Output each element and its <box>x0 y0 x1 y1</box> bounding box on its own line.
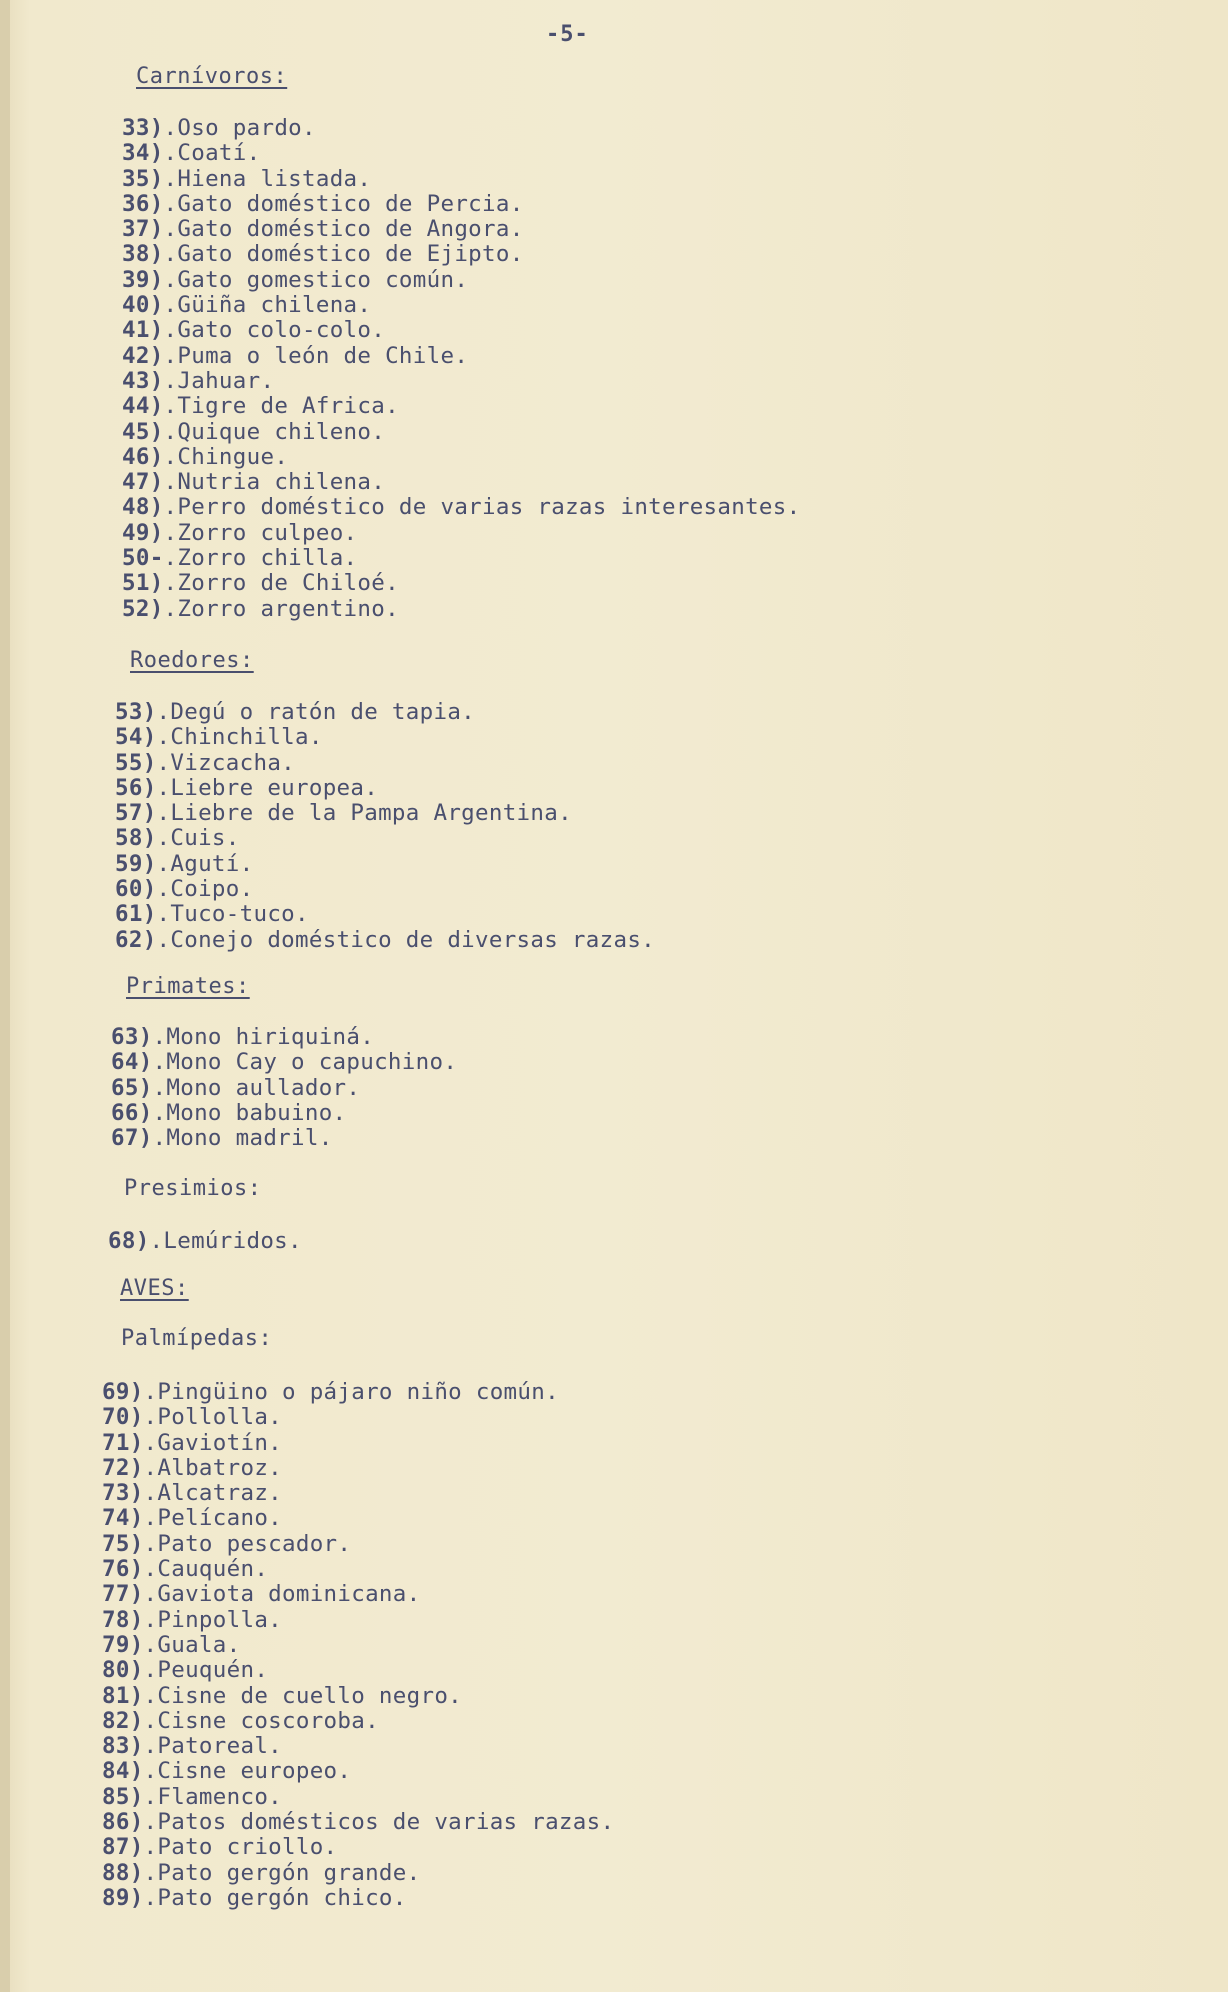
item-number: 88) <box>102 1859 144 1886</box>
item-text: .Coipo. <box>156 876 254 903</box>
item-number: 71) <box>102 1429 144 1456</box>
item-text: .Pato gergón grande. <box>143 1859 421 1886</box>
list-item <box>115 725 655 750</box>
item-text: .Zorro culpeo. <box>163 519 358 546</box>
item-number: 34) <box>122 140 164 167</box>
item-number: 54) <box>115 724 157 751</box>
item-text: .Peuquén. <box>143 1657 269 1684</box>
list-item <box>122 167 800 192</box>
item-number: 42) <box>122 342 164 369</box>
item-number: 77) <box>102 1581 144 1608</box>
item-number: 73) <box>102 1480 144 1507</box>
item-number: 82) <box>102 1707 144 1734</box>
list-item <box>122 268 800 293</box>
list-item <box>122 495 800 520</box>
list-item <box>102 1557 614 1582</box>
item-text: .Tuco-tuco. <box>156 901 309 928</box>
list-item <box>102 1861 614 1886</box>
item-number: 55) <box>115 749 157 776</box>
list-item <box>122 571 800 596</box>
list-item <box>122 369 800 394</box>
list-item <box>102 1582 614 1607</box>
item-text: .Cisne coscoroba. <box>143 1707 379 1734</box>
list-item <box>122 445 800 470</box>
list-item <box>102 1456 614 1481</box>
item-text: .Pingüino o pájaro niño común. <box>143 1379 559 1405</box>
item-number: 70) <box>102 1404 144 1431</box>
item-text: .Hiena listada. <box>163 165 372 192</box>
item-number: 39) <box>122 266 164 293</box>
list-item <box>102 1431 614 1456</box>
list-item <box>115 700 655 725</box>
item-number: 62) <box>115 926 157 953</box>
item-number: 83) <box>102 1733 144 1760</box>
list-item <box>122 141 800 166</box>
list-item <box>102 1380 614 1405</box>
item-number: 41) <box>122 317 164 344</box>
list-item <box>111 1126 457 1151</box>
list-item <box>115 751 655 776</box>
item-number: 84) <box>102 1758 144 1785</box>
item-number: 56) <box>115 774 157 801</box>
section-heading-aves: AVES: <box>120 1276 189 1301</box>
item-number: 64) <box>111 1049 153 1076</box>
item-text: .Zorro de Chiloé. <box>163 570 399 597</box>
item-text: .Nutria chilena. <box>163 469 386 496</box>
item-text: .Conejo doméstico de diversas razas. <box>156 926 656 953</box>
item-number: 40) <box>122 292 164 319</box>
list-item <box>115 852 655 877</box>
item-text: .Pato gergón chico. <box>143 1884 407 1911</box>
presimios-list <box>108 1229 302 1254</box>
item-text: .Liebre europea. <box>156 774 379 801</box>
list-item <box>122 420 800 445</box>
item-text: .Alcatraz. <box>143 1480 283 1507</box>
item-text: .Gato colo-colo. <box>163 317 386 344</box>
section-heading-carnivoros: Carnívoros: <box>136 64 288 89</box>
item-number: 66) <box>111 1099 153 1126</box>
list-item <box>102 1835 614 1860</box>
list-item <box>115 801 655 826</box>
item-number: 51) <box>122 570 164 597</box>
list-item <box>102 1658 614 1683</box>
list-item <box>102 1481 614 1506</box>
item-number: 87) <box>102 1834 144 1861</box>
item-text: .Pinpolla. <box>143 1606 283 1633</box>
item-text: .Cisne europeo. <box>143 1758 352 1785</box>
item-number: 81) <box>102 1682 144 1709</box>
item-text: .Güiña chilena. <box>163 292 372 319</box>
item-number: 75) <box>102 1530 144 1557</box>
list-item <box>122 318 800 343</box>
list-item <box>102 1785 614 1810</box>
list-item <box>102 1886 614 1911</box>
item-text: .Lemúridos. <box>149 1228 302 1254</box>
item-text: .Mono madril. <box>152 1125 333 1152</box>
item-text: .Mono hiriquiná. <box>152 1024 375 1050</box>
list-item <box>122 546 800 571</box>
item-number: 59) <box>115 850 157 877</box>
item-number: 68) <box>108 1228 150 1254</box>
list-item <box>115 902 655 927</box>
item-number: 35) <box>122 165 164 192</box>
list-item <box>102 1506 614 1531</box>
item-text: .Gaviotín. <box>143 1429 283 1456</box>
item-text: .Mono Cay o capuchino. <box>152 1049 458 1076</box>
list-item <box>111 1076 457 1101</box>
item-number: 60) <box>115 876 157 903</box>
list-item <box>122 344 800 369</box>
item-number: 63) <box>111 1024 153 1050</box>
item-number: 76) <box>102 1556 144 1583</box>
list-item <box>115 826 655 851</box>
paper-edge <box>0 0 10 1992</box>
item-text: .Gato doméstico de Ejipto. <box>163 241 524 268</box>
item-number: 49) <box>122 519 164 546</box>
list-item <box>102 1759 614 1784</box>
item-text: .Patos domésticos de varias razas. <box>143 1809 615 1836</box>
section-heading-roedores: Roedores: <box>130 648 254 673</box>
item-text: .Mono aullador. <box>152 1074 361 1101</box>
item-number: 37) <box>122 216 164 243</box>
item-number: 38) <box>122 241 164 268</box>
item-text: .Degú o ratón de tapia. <box>156 699 476 725</box>
item-number: 58) <box>115 825 157 852</box>
item-number: 69) <box>102 1379 144 1405</box>
list-item <box>115 776 655 801</box>
list-item <box>102 1709 614 1734</box>
list-item <box>122 597 800 622</box>
palmipedas-list <box>102 1380 614 1911</box>
item-number: 86) <box>102 1809 144 1836</box>
item-text: .Puma o león de Chile. <box>163 342 469 369</box>
item-number: 57) <box>115 800 157 827</box>
list-item <box>115 928 655 953</box>
item-number: 48) <box>122 494 164 521</box>
item-text: .Pollolla. <box>143 1404 283 1431</box>
item-text: .Gato gomestico común. <box>163 266 469 293</box>
list-item <box>122 192 800 217</box>
list-item <box>111 1025 457 1050</box>
list-item <box>122 116 800 141</box>
list-item <box>102 1810 614 1835</box>
item-text: .Gato doméstico de Angora. <box>163 216 524 243</box>
item-number: 52) <box>122 595 164 622</box>
list-item <box>108 1229 302 1254</box>
list-item <box>122 470 800 495</box>
item-text: .Jahuar. <box>163 367 275 394</box>
item-text: .Agutí. <box>156 850 254 877</box>
item-text: .Oso pardo. <box>163 115 316 141</box>
item-number: 43) <box>122 367 164 394</box>
list-item <box>111 1101 457 1126</box>
list-item <box>102 1684 614 1709</box>
section-heading-palmipedas: Palmípedas: <box>121 1326 273 1351</box>
item-text: .Coatí. <box>163 140 261 167</box>
item-text: .Pelícano. <box>143 1505 283 1532</box>
roedores-list <box>115 700 655 953</box>
item-number: 46) <box>122 443 164 470</box>
item-text: .Chinchilla. <box>156 724 323 751</box>
item-number: 44) <box>122 393 164 420</box>
item-text: .Pato criollo. <box>143 1834 338 1861</box>
item-text: .Chingue. <box>163 443 289 470</box>
list-item <box>102 1532 614 1557</box>
item-number: 65) <box>111 1074 153 1101</box>
item-number: 89) <box>102 1884 144 1911</box>
item-text: .Gato doméstico de Percia. <box>163 190 524 217</box>
item-text: .Cuis. <box>156 825 240 852</box>
list-item <box>122 293 800 318</box>
section-heading-primates: Primates: <box>126 974 250 999</box>
primates-list <box>111 1025 457 1151</box>
page-number: -5- <box>546 22 589 47</box>
item-text: .Pato pescador. <box>143 1530 352 1557</box>
carnivoros-list <box>122 116 800 622</box>
item-text: .Tigre de Africa. <box>163 393 399 420</box>
item-text: .Liebre de la Pampa Argentina. <box>156 800 572 827</box>
item-text: .Zorro chilla. <box>163 545 358 572</box>
list-item <box>122 521 800 546</box>
item-text: .Albatroz. <box>143 1454 283 1481</box>
list-item <box>115 877 655 902</box>
list-item <box>102 1405 614 1430</box>
item-number: 45) <box>122 418 164 445</box>
list-item <box>122 394 800 419</box>
item-text: .Cisne de cuello negro. <box>143 1682 463 1709</box>
item-text: .Gaviota dominicana. <box>143 1581 421 1608</box>
item-number: 47) <box>122 469 164 496</box>
item-number: 74) <box>102 1505 144 1532</box>
item-text: .Perro doméstico de varias razas interesantes. <box>163 494 801 521</box>
item-text: .Cauquén. <box>143 1556 269 1583</box>
item-text: .Quique chileno. <box>163 418 386 445</box>
section-heading-presimios: Presimios: <box>124 1176 262 1201</box>
item-number: 50- <box>122 545 164 572</box>
item-text: .Guala. <box>143 1631 241 1658</box>
item-number: 67) <box>111 1125 153 1152</box>
item-text: .Zorro argentino. <box>163 595 399 622</box>
item-text: .Patoreal. <box>143 1733 283 1760</box>
list-item <box>102 1734 614 1759</box>
list-item <box>102 1608 614 1633</box>
item-number: 85) <box>102 1783 144 1810</box>
item-number: 80) <box>102 1657 144 1684</box>
list-item <box>122 217 800 242</box>
item-number: 61) <box>115 901 157 928</box>
item-number: 53) <box>115 699 157 725</box>
item-text: .Vizcacha. <box>156 749 296 776</box>
list-item <box>102 1633 614 1658</box>
item-number: 36) <box>122 190 164 217</box>
item-text: .Mono babuino. <box>152 1099 347 1126</box>
item-number: 33) <box>122 115 164 141</box>
list-item <box>111 1050 457 1075</box>
item-number: 79) <box>102 1631 144 1658</box>
item-number: 72) <box>102 1454 144 1481</box>
item-text: .Flamenco. <box>143 1783 283 1810</box>
item-number: 78) <box>102 1606 144 1633</box>
list-item <box>122 242 800 267</box>
